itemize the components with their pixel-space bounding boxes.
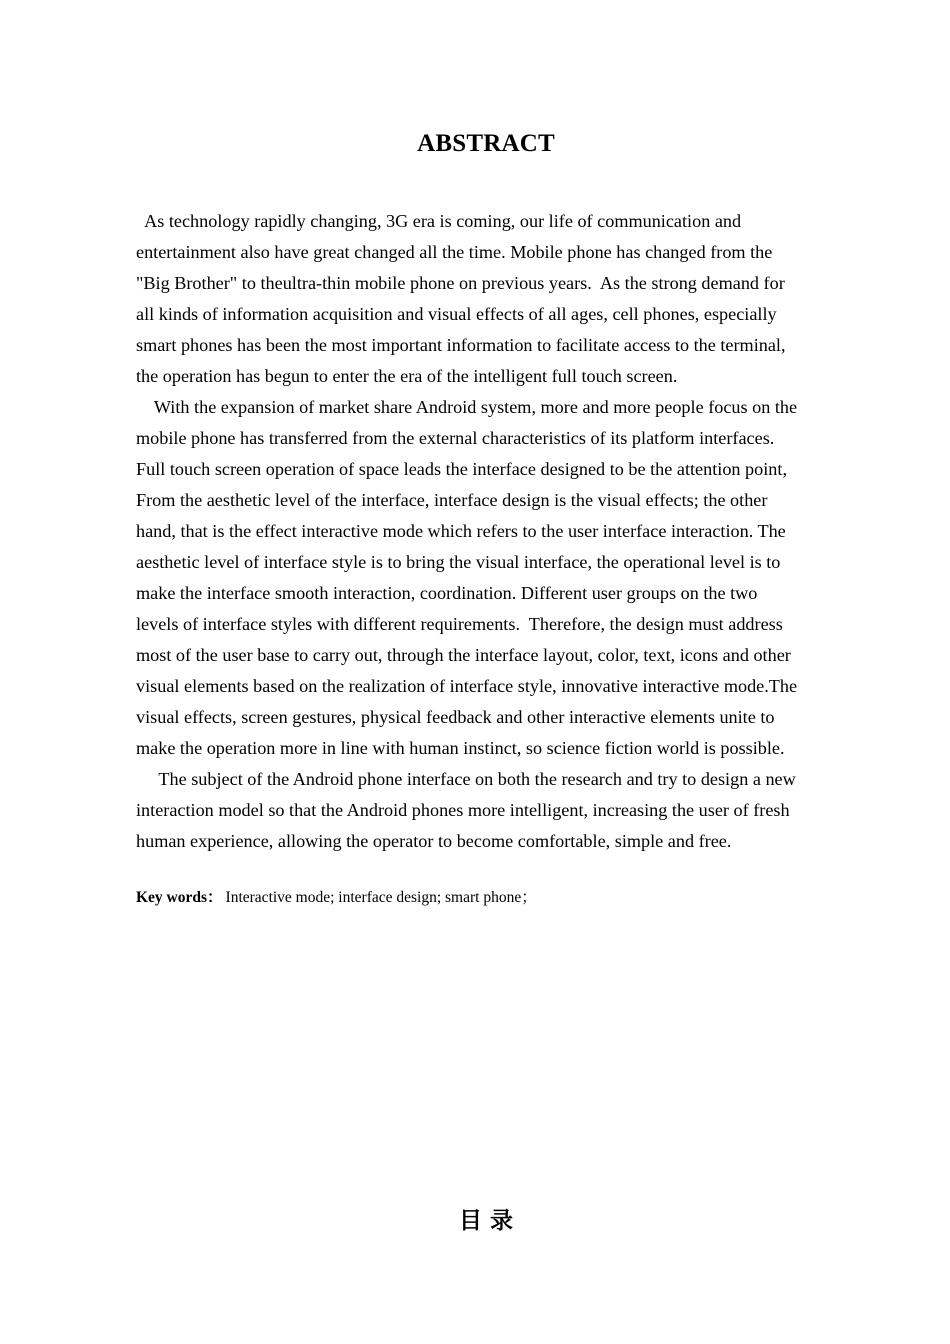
text-line: Full touch screen operation of space leads the interface designed to be the attention point, <box>136 459 787 479</box>
toc-title: 目 录 <box>458 1208 513 1234</box>
abstract-paragraph-2 <box>136 392 846 764</box>
text-line: the operation has begun to enter the era of the intelligent full touch screen. <box>136 366 678 386</box>
text-line: levels of interface styles with different requirements. Therefore, the design must address <box>136 614 783 634</box>
text-line: visual elements based on the realization of interface style, innovative interactive mode.The <box>136 676 798 696</box>
text-line: With the expansion of market share Android system, more and more people focus on the <box>136 397 798 417</box>
text-line: entertainment also have great changed all the time. Mobile phone has changed from the <box>136 242 773 262</box>
text-line: mobile phone has transferred from the external characteristics of its platform interfaces. <box>136 428 775 448</box>
keywords-label: Key words： <box>136 889 223 906</box>
text-line: most of the user base to carry out, through the interface layout, color, text, icons and other <box>136 645 791 665</box>
text-line: hand, that is the effect interactive mode which refers to the user interface interaction. The <box>136 521 786 541</box>
text-line: human experience, allowing the operator to become comfortable, simple and free. <box>136 831 732 851</box>
text-line: make the interface smooth interaction, coordination. Different user groups on the two <box>136 583 758 603</box>
abstract-title: ABSTRACT <box>417 130 555 157</box>
text-line: "Big Brother" to theultra-thin mobile phone on previous years. As the strong demand for <box>136 273 785 293</box>
text-line: smart phones has been the most important information to facilitate access to the terminal, <box>136 335 786 355</box>
text-line: As technology rapidly changing, 3G era is coming, our life of communication and <box>136 211 742 231</box>
text-line: interaction model so that the Android phones more intelligent, increasing the user of fresh <box>136 800 790 820</box>
text-line: From the aesthetic level of the interface, interface design is the visual effects; the other <box>136 490 768 510</box>
abstract-paragraph-3 <box>136 764 846 857</box>
text-line: all kinds of information acquisition and visual effects of all ages, cell phones, especially <box>136 304 777 324</box>
text-line: make the operation more in line with human instinct, so science fiction world is possible. <box>136 738 785 758</box>
text-line: The subject of the Android phone interface on both the research and try to design a new <box>136 769 796 789</box>
text-line: aesthetic level of interface style is to bring the visual interface, the operational level is to <box>136 552 781 572</box>
keywords <box>136 885 537 907</box>
text-line: visual effects, screen gestures, physical feedback and other interactive elements unite to <box>136 707 775 727</box>
keywords-text: Interactive mode; interface design; smart phone； <box>225 889 537 906</box>
abstract-paragraph-1 <box>136 206 846 392</box>
abstract-body <box>136 206 846 857</box>
